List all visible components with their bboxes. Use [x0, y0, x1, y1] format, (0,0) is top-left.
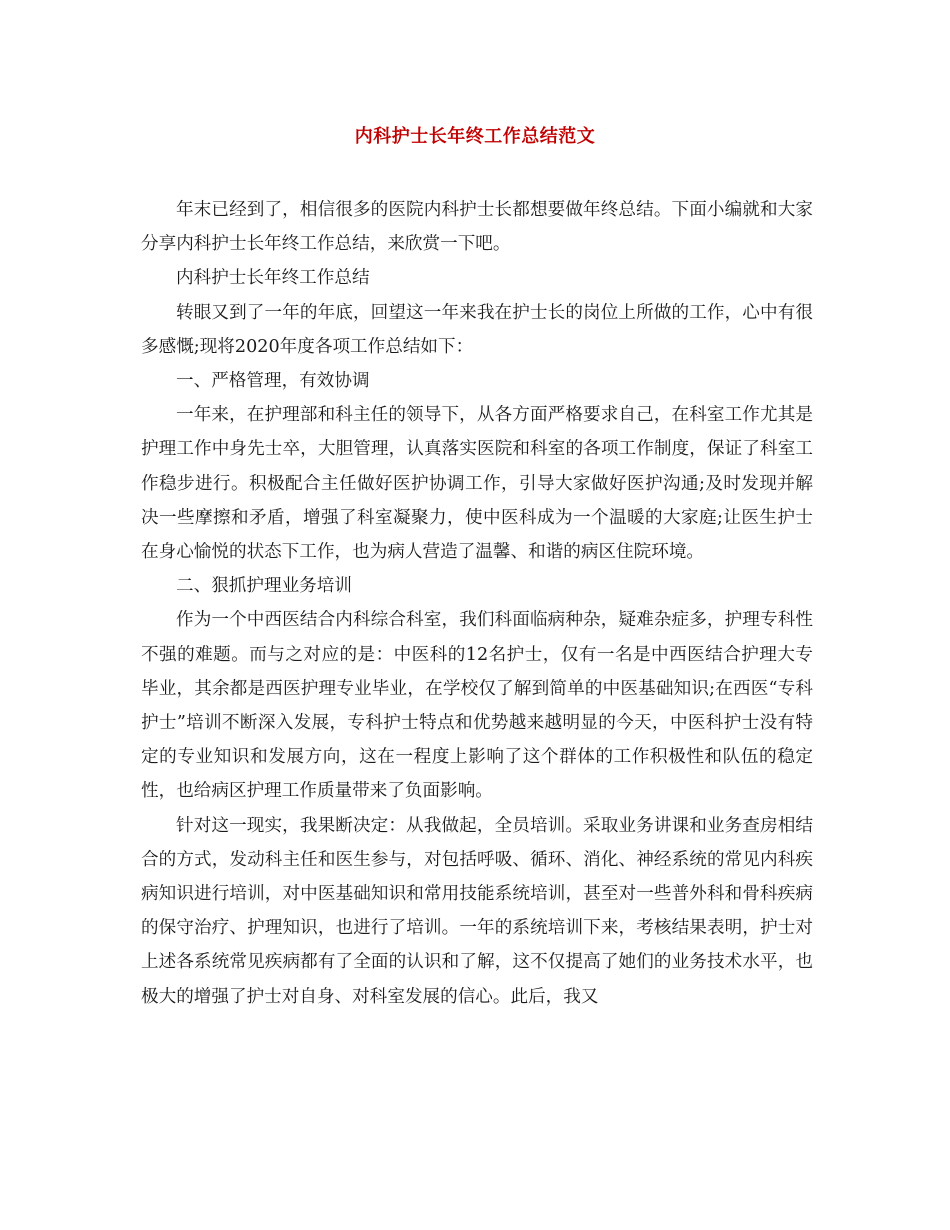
- training-action-paragraph: 针对这一现实，我果断决定：从我做起，全员培训。采取业务讲课和业务查房相结合的方式，发动科主任和医生参与，对包括呼吸、循环、消化、神经系统的常见内科疾病知识进行培训，对中医基础知识和常用技能系统培训，甚至对一些普外科和骨科疾病的保守治疗、护理知识，也进行了培训。一年的系统培训下来，考核结果表明，护士对上述各系统常见疾病都有了全面的认识和了解，这不仅提高了她们的业务技术水平，也极大的增强了护士对自身、对科室发展的信心。此后，我又: [141, 815, 813, 1007]
- document-body: [141, 193, 813, 1014]
- section-heading-training: 二、狠抓护理业务培训: [176, 576, 352, 597]
- document-title: 内科护士长年终工作总结范文: [354, 126, 596, 147]
- section-heading-management: 一、严格管理，有效协调: [176, 371, 370, 392]
- intro-paragraph: 年末已经到了，相信很多的医院内科护士长都想要做年终总结。下面小编就和大家分享内科护士长年终工作总结，来欣赏一下吧。: [141, 200, 813, 255]
- training-paragraph: 作为一个中西医结合内科综合科室，我们科面临病种杂，疑难杂症多，护理专科性不强的难题。而与之对应的是：中医科的12名护士，仅有一名是中西医结合护理大专毕业，其余都是西医护理专业毕业，在学校仅了解到简单的中医基础知识;在西医“专科护士”培训不断深入发展，专科护士特点和优势越来越明显的今天，中医科护士没有特定的专业知识和发展方向，这在一程度上影响了这个群体的工作积极性和队伍的稳定性，也给病区护理工作质量带来了负面影响。: [141, 610, 813, 802]
- opening-paragraph: 转眼又到了一年的年底，回望这一年来我在护士长的岗位上所做的工作，心中有很多感慨;现将2020年度各项工作总结如下：: [141, 302, 813, 357]
- section-heading-summary: 内科护士长年终工作总结: [176, 268, 370, 289]
- management-paragraph: 一年来，在护理部和科主任的领导下，从各方面严格要求自己，在科室工作尤其是护理工作中身先士卒，大胆管理，认真落实医院和科室的各项工作制度，保证了科室工作稳步进行。积极配合主任做好医护协调工作，引导大家做好医护沟通;及时发现并解决一些摩擦和矛盾，增强了科室凝聚力，使中医科成为一个温暖的大家庭;让医生护士在身心愉悦的状态下工作，也为病人营造了温馨、和谐的病区住院环境。: [141, 405, 813, 563]
